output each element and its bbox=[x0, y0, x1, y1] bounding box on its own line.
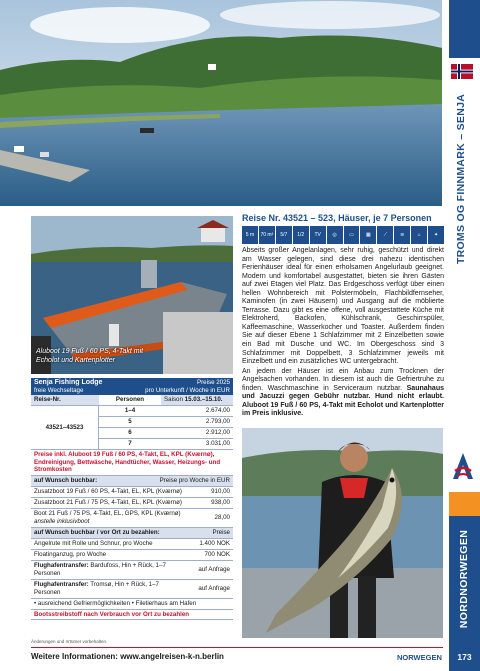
filet-icon: ⌂ bbox=[411, 226, 427, 244]
table-row: 6 2.912,00 bbox=[99, 428, 233, 439]
company-logo-icon bbox=[451, 451, 475, 481]
footer-country: NORWEGEN bbox=[397, 653, 442, 662]
table-row: Flughafentransfer: Tromsø, Hin + Rück, 1–7 Personen auf Anfrage bbox=[31, 580, 233, 599]
washer-icon: ◎ bbox=[327, 226, 343, 244]
table-row: Floatinganzug, pro Woche 700 NOK bbox=[31, 550, 233, 561]
sidebar-orange-block bbox=[449, 492, 480, 516]
photo-fjord-landscape bbox=[0, 0, 442, 206]
offer-description bbox=[242, 247, 444, 420]
photo-angler-with-cod bbox=[242, 428, 443, 638]
region-label-troms: TROMS OG FINNMARK – SENJA bbox=[455, 93, 467, 265]
price-rows: 43521–43523 1–4 2.674,00 5 2.793,00 6 2.912,00 7 3.031,00 bbox=[31, 406, 233, 450]
footer-divider bbox=[31, 647, 443, 648]
tv-icon: TV bbox=[310, 226, 326, 244]
price-table bbox=[31, 378, 233, 620]
footer-more-info: Weitere Informationen: www.angelreisen-k-n.berlin bbox=[31, 652, 224, 661]
fuel-note: Bootsstreibstoff nach Verbrauch vor Ort zu bezahlen bbox=[31, 610, 233, 621]
sidebar-blue-block bbox=[449, 0, 480, 58]
table-row: Angelrute mit Rolle und Schnur, pro Woche 1.400 NOK bbox=[31, 539, 233, 550]
norway-flag-icon bbox=[451, 64, 473, 79]
table-row: 1–4 2.674,00 bbox=[99, 406, 233, 417]
price-table-header: Senja Fishing Lodge freie Wechseltage Preise 2025 pro Unterkunft / Woche in EUR bbox=[31, 378, 233, 395]
local-payment-header: auf Wunsch buchbar / vor Ort zu bezahlen: Preise bbox=[31, 528, 233, 539]
bedrooms-icon: 5/7 bbox=[276, 226, 292, 244]
description-paragraph-1: Abseits großer Angelanlagen, sehr ruhig, geschützt und direkt am Wasser gelegen, sind diese drei nahezu identischen Ferienhäuser ideal für einen erholsamen Angelurlaub geeignet. Modern und komfortabel ausgestattet, bieten sie ihren Gästen auf zwei Etagen viel Platz. Das Erdgeschoss verfügt über einen hellen Wohnbereich mit Polstermöbeln, Flachbildfernseher, Kaminofen (in zwei Häusern) und Ausgang auf die möblierte Terrasse. Dazu gibt es eine offene, voll ausgestattete Küche mit Elektroherd, Backofen, Kühlschrank, Geschirrspüler, Kaffeemaschine, Wasserkocher und Toaster. Außerdem finden Sie auf dieser Ebene 1 Schlafzimmer mit 2 Einzelbetten sowie ein Bad mit Dusche und WC. Im Obergeschoss sind 3 Schlafzimmer mit Doppelbett, 3 Schlafzimmer jeweils mit Einzelbett und ein zusätzliches WC untergebracht. bbox=[242, 247, 444, 366]
distance-icon: 5 m bbox=[242, 226, 258, 244]
on-request-header: auf Wunsch buchbar: Preise pro Woche in EUR bbox=[31, 476, 233, 487]
price-table-columns: Reise-Nr. Personen Saison 15.03.–15.10. bbox=[31, 395, 233, 406]
fishing-rod-icon: ⟋ bbox=[377, 226, 393, 244]
region-label-nordnorwegen: NORDNORWEGEN bbox=[449, 516, 480, 642]
amenity-bullets: • ausreichend Gefriermöglichkeiten • Filetierhaus am Hafen bbox=[31, 599, 233, 610]
table-row: 5 2.793,00 bbox=[99, 417, 233, 428]
area-icon: 70 m² bbox=[259, 226, 275, 244]
price-includes-note: Preise inkl. Aluboot 19 Fuß / 60 PS, 4-Takt, EL, KPL (Kværnø), Endreinigung, Bettwäsche, Handtücher, Wasser, Heizungs- und Stromkosten bbox=[31, 450, 233, 476]
guide-icon: ✦ bbox=[428, 226, 444, 244]
wifi-icon: ≋ bbox=[394, 226, 410, 244]
amenity-icons bbox=[242, 226, 444, 244]
dishwasher-icon: ▦ bbox=[360, 226, 376, 244]
description-paragraph-2: An jedem der Häuser ist ein Anbau zum Trocknen der Angelsachen vorhanden. In diesem ist auch die Gefriertruhe zu finden. Waschmaschine in Serviceraum nutzbar. Saunahaus und Jacuzzi gegen Gebühr nutzbar. Hund nicht erlaubt. Aluboot 19 Fuß / 60 PS, 4-Takt mit Echolot und Kartenplotter im Preis inklusive. bbox=[242, 367, 444, 418]
table-row: 7 3.031,00 bbox=[128, 440, 230, 447]
offer-title: Reise Nr. 43521 – 523, Häuser, je 7 Personen bbox=[242, 213, 432, 223]
kitchen-icon: ▭ bbox=[344, 226, 360, 244]
page-number: 173 bbox=[449, 642, 480, 671]
table-row: Zusatzboot 21 Fuß / 75 PS, 4-Takt, EL, KPL (Kværnø) 938,00 bbox=[31, 498, 233, 509]
bathroom-icon: 1/2 bbox=[293, 226, 309, 244]
boat-photo-caption: Aluboot 19 Fuß / 60 PS, 4-Takt mit Echolot und Kartenplotter bbox=[36, 348, 144, 364]
table-row: Flughafentransfer: Bardufoss, Hin + Rück, 1–7 Personen auf Anfrage bbox=[31, 561, 233, 580]
table-row: Zusatzboot 19 Fuß / 60 PS, 4-Takt, EL, KPL (Kværnø) 910,00 bbox=[31, 487, 233, 498]
changes-disclaimer: Änderungen und Irrtümer vorbehalten. bbox=[31, 639, 108, 644]
table-row: Boot 21 Fuß / 75 PS, 4-Takt, EL, GPS, KPL (Kværnø) anstelle inklusivboot 28,00 bbox=[31, 509, 233, 528]
